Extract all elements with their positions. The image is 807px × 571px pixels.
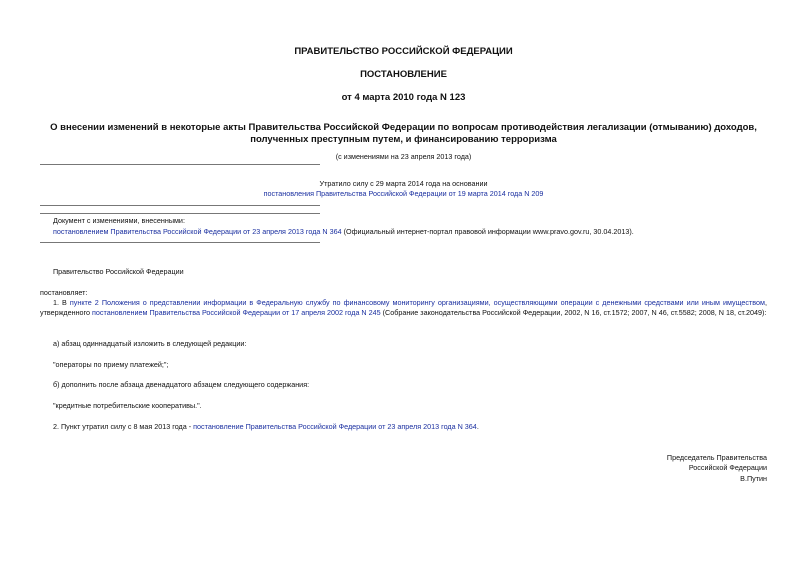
signature-name: В.Путин xyxy=(740,474,767,483)
signature-org: Российской Федерации xyxy=(688,463,767,472)
government-intro: Правительство Российской Федерации xyxy=(53,267,184,276)
issuing-authority: ПРАВИТЕЛЬСТВО РОССИЙСКОЙ ФЕДЕРАЦИИ xyxy=(294,46,513,57)
signature-title: Председатель Правительства xyxy=(666,453,767,462)
divider xyxy=(40,242,320,243)
amendments-label: Документ с изменениями, внесенными: xyxy=(53,216,185,225)
decrees-label: постановляет: xyxy=(40,288,88,297)
void-notice-text: Утратило силу с 29 марта 2014 года на основании xyxy=(319,179,488,188)
amendments-link[interactable]: постановлением Правительства Российской Федерации от 23 апреля 2013 года N 364 xyxy=(53,227,342,236)
paragraph-2-prefix: 2. Пункт утратил силу с 8 мая 2013 года - xyxy=(53,422,194,431)
subparagraph-a: а) абзац одиннадцатый изложить в следующей редакции: xyxy=(53,339,247,348)
paragraph-1-prefix: 1. В xyxy=(53,298,70,307)
paragraph-1-link-regulation[interactable]: пункте 2 Положения о представлении информации в Федеральную службу по финансовому мониторингу организациями, осуществляющими операции с денежными средствами или иным имуществом xyxy=(69,298,765,307)
subparagraph-b: б) дополнить после абзаца двенадцатого абзацем следующего содержания: xyxy=(53,380,310,389)
paragraph-1-suffix: (Собрание законодательства Российской Федерации, 2002, N 16, ст.1572; 2007, N 46, ст.5582; 2008, N 18, ст.2049): xyxy=(380,308,767,317)
amendments-source: (Официальный интернет-портал правовой информации www.pravo.gov.ru, 30.04.2013). xyxy=(341,227,634,236)
paragraph-1 xyxy=(40,298,767,318)
void-notice-container xyxy=(40,189,767,199)
amendments-line xyxy=(53,227,767,237)
paragraph-2-suffix: . xyxy=(476,422,479,431)
divider xyxy=(40,205,320,206)
subparagraph-a-quote: "операторы по приему платежей;"; xyxy=(53,360,169,369)
paragraph-1-mid: , утвержденного xyxy=(40,298,767,317)
document-date-number: от 4 марта 2010 года N 123 xyxy=(341,92,466,103)
paragraph-1-link-decree[interactable]: постановлением Правительства Российской Федерации от 17 апреля 2002 года N 245 xyxy=(92,308,381,317)
void-notice-link[interactable]: постановления Правительства Российской Федерации от 19 марта 2014 года N 209 xyxy=(263,189,544,198)
subparagraph-b-quote: "кредитные потребительские кооперативы.". xyxy=(53,401,202,410)
divider xyxy=(40,164,320,165)
document-type: ПОСТАНОВЛЕНИЕ xyxy=(360,69,447,80)
paragraph-2 xyxy=(53,422,767,432)
paragraph-2-link[interactable]: постановление Правительства Российской Федерации от 23 апреля 2013 года N 364 xyxy=(193,422,477,431)
edition-note: (с изменениями на 23 апреля 2013 года) xyxy=(335,152,472,161)
document-title: О внесении изменений в некоторые акты Правительства Российской Федерации по вопросам противодействия легализации (отмыванию) доходов, полученных преступным путем, и финансированию терроризма xyxy=(50,122,757,145)
divider xyxy=(40,213,320,214)
